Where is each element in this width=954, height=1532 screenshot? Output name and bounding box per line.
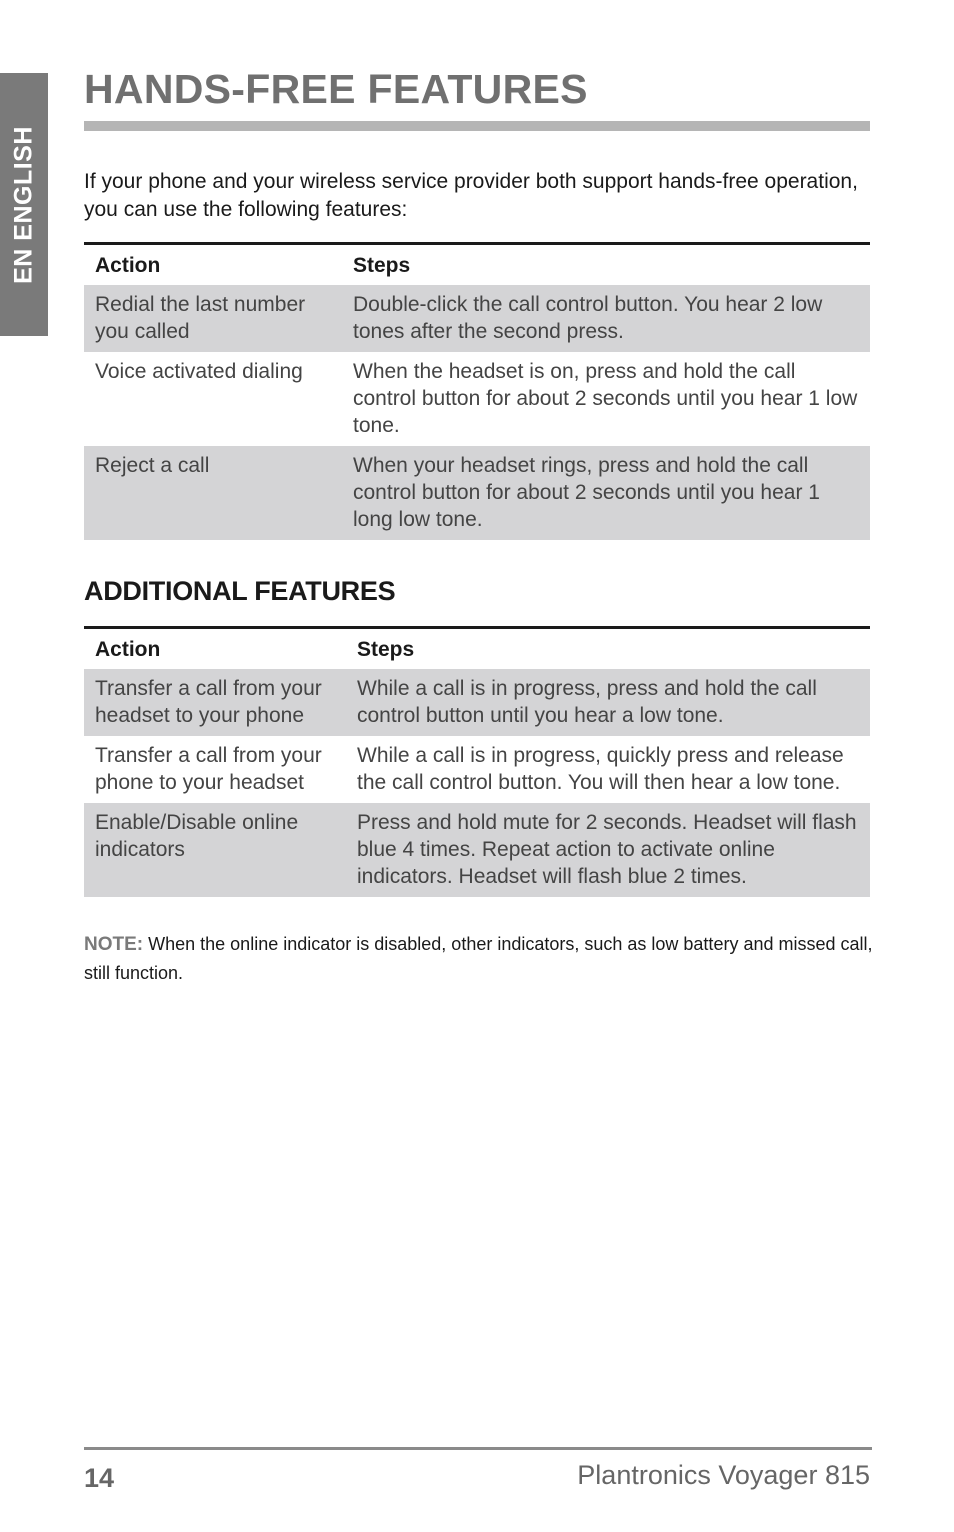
intro-paragraph: If your phone and your wireless service provider both support hands-free operation, you can use the following features: — [84, 170, 858, 221]
column-header-steps: Steps — [353, 254, 411, 277]
steps-cell: Double-click the call control button. You hear 2 low tones after the second press. — [342, 285, 870, 352]
additional-features-table — [84, 626, 870, 897]
footer-divider — [84, 1447, 872, 1450]
steps-cell: While a call is in progress, quickly press and release the call control button. You will then hear a low tone. — [357, 744, 844, 794]
table-row — [84, 669, 870, 736]
column-header-action: Action — [95, 638, 161, 661]
table-row — [84, 736, 870, 803]
action-cell: Transfer a call from your headset to your phone — [84, 669, 346, 736]
table-row — [84, 285, 870, 352]
table-row — [84, 352, 870, 446]
steps-cell: While a call is in progress, press and hold the call control button until you hear a low tone. — [346, 669, 870, 736]
page-number: 14 — [84, 1463, 115, 1493]
steps-cell: When your headset rings, press and hold the call control button for about 2 seconds until you hear 1 long low tone. — [342, 446, 870, 540]
table-header-row — [84, 628, 870, 670]
hands-free-table — [84, 242, 870, 540]
steps-cell: Press and hold mute for 2 seconds. Headset will flash blue 4 times. Repeat action to activate online indicators. Headset will flash blue 2 times. — [346, 803, 870, 897]
action-cell: Voice activated dialing — [95, 360, 303, 383]
product-name: Plantronics Voyager 815 — [577, 1460, 870, 1490]
action-cell: Reject a call — [84, 446, 342, 540]
steps-cell: When the headset is on, press and hold the call control button for about 2 seconds until you hear 1 low tone. — [353, 360, 858, 437]
language-tab-label: EN ENGLISH — [9, 126, 38, 284]
table-row — [84, 446, 870, 540]
column-header-steps: Steps — [357, 638, 415, 661]
column-header-action: Action — [95, 254, 161, 277]
note-label: NOTE: — [84, 934, 144, 955]
section-heading-additional: ADDITIONAL FEATURES — [84, 576, 396, 606]
note — [84, 930, 874, 988]
table-header-row — [84, 244, 870, 286]
action-cell: Redial the last number you called — [84, 285, 342, 352]
action-cell: Enable/Disable online indicators — [84, 803, 346, 897]
title-divider — [84, 121, 870, 131]
note-text: When the online indicator is disabled, other indicators, such as low battery and missed call, still function. — [84, 934, 873, 983]
language-tab — [0, 73, 48, 336]
page-title: HANDS-FREE FEATURES — [84, 66, 588, 112]
table-row — [84, 803, 870, 897]
action-cell: Transfer a call from your phone to your headset — [95, 744, 322, 794]
